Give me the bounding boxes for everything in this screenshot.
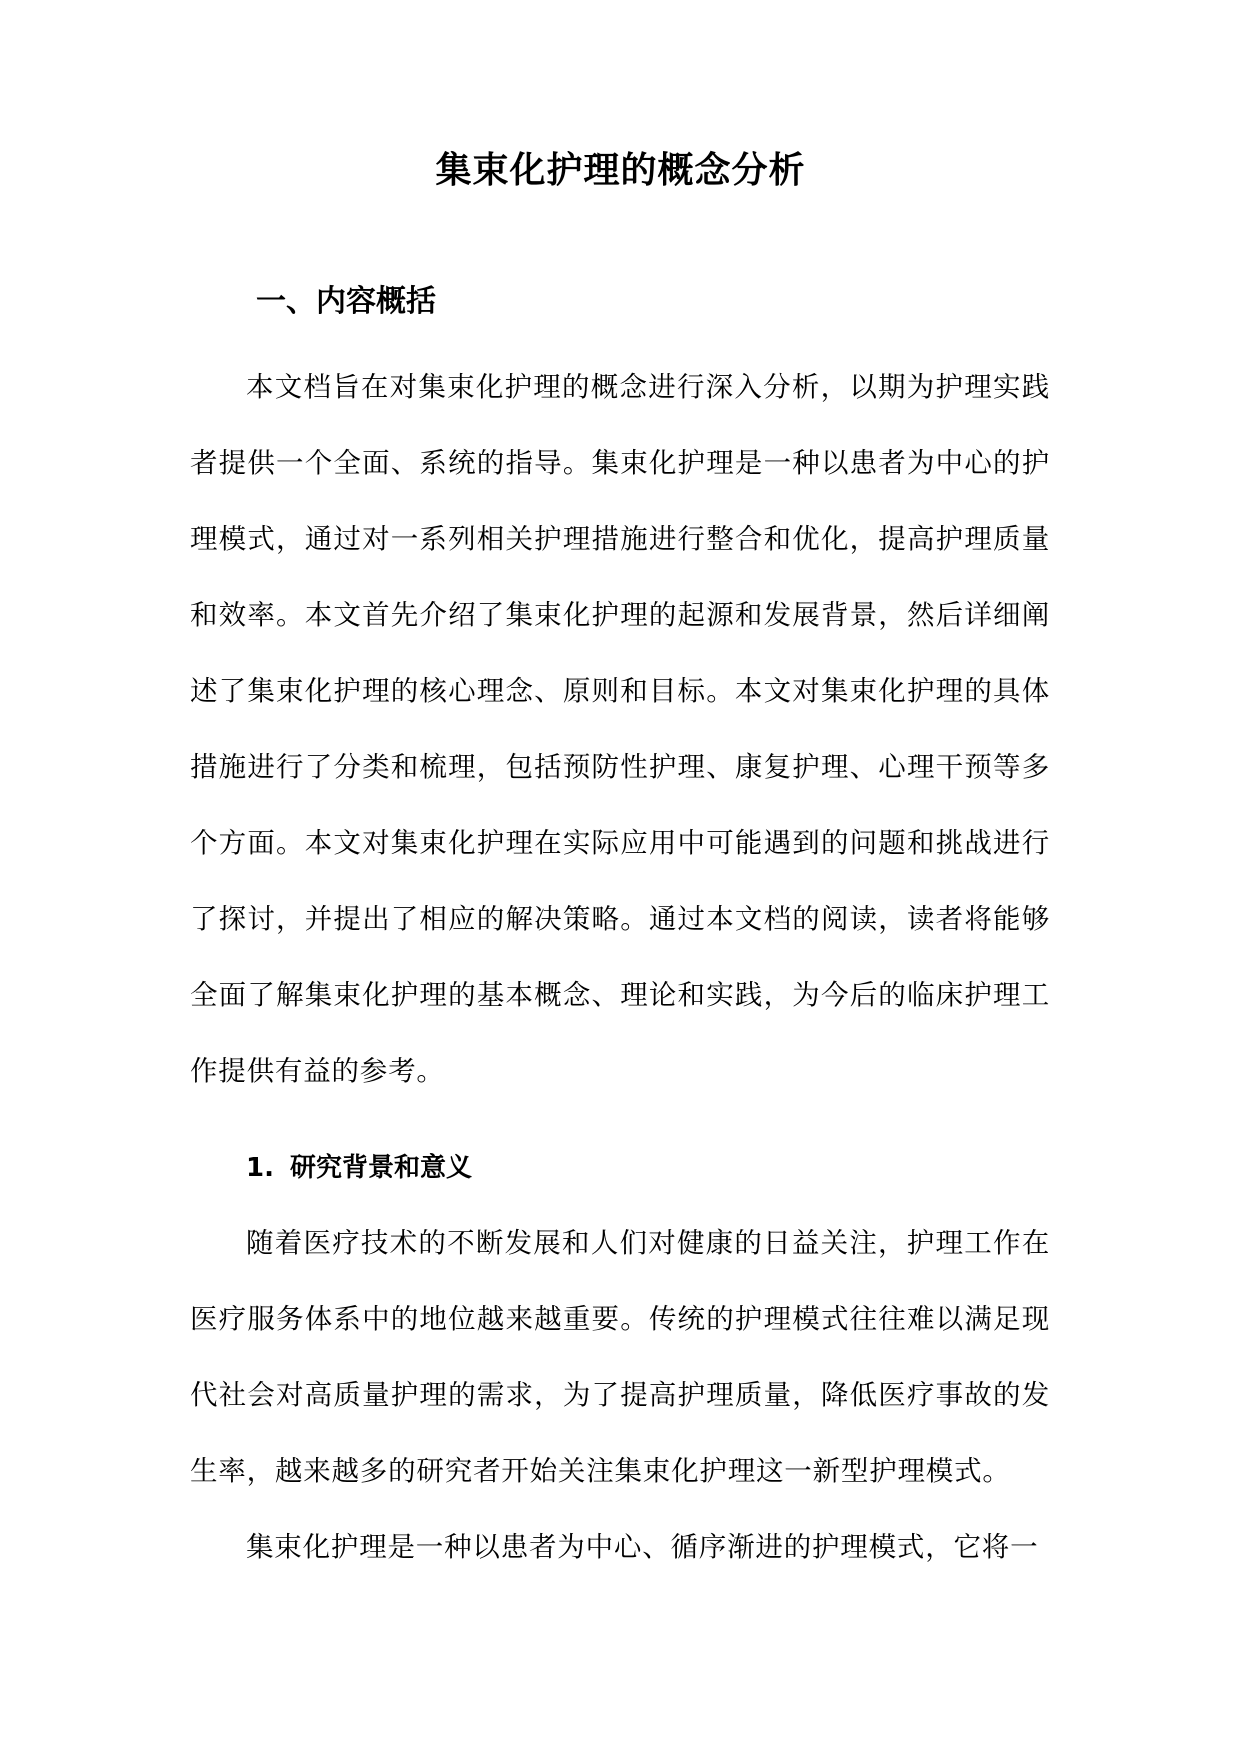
document-title: 集束化护理的概念分析	[435, 150, 806, 191]
subsection-title: 研究背景和意义	[289, 1153, 472, 1183]
section-heading-content-summary: 一、内容概括	[256, 284, 436, 319]
summary-paragraph: 本文档旨在对集束化护理的概念进行深入分析，以期为护理实践者提供一个全面、系统的指导。集束化护理是一种以患者为中心的护理模式，通过对一系列相关护理措施进行整合和优化，提高护理质量和效率。本文首先介绍了集束化护理的起源和发展背景，然后详细阐述了集束化护理的核心理念、原则和目标。本文对集束化护理的具体措施进行了分类和梳理，包括预防性护理、康复护理、心理干预等多个方面。本文对集束化护理在实际应用中可能遇到的问题和挑战进行了探讨，并提出了相应的解决策略。通过本文档的阅读，读者将能够全面了解集束化护理的基本概念、理论和实践，为今后的临床护理工作提供有益的参考。	[190, 371, 1050, 1087]
subsection-number: 1.	[246, 1153, 274, 1183]
background-paragraph: 随着医疗技术的不断发展和人们对健康的日益关注，护理工作在医疗服务体系中的地位越来越重要。传统的护理模式往往难以满足现代社会对高质量护理的需求，为了提高护理质量，降低医疗事故的发生率，越来越多的研究者开始关注集束化护理这一新型护理模式。	[190, 1227, 1050, 1487]
bundle-care-paragraph: 集束化护理是一种以患者为中心、循序渐进的护理模式，它将一	[246, 1531, 1039, 1563]
subsection-heading-background	[246, 1148, 472, 1188]
